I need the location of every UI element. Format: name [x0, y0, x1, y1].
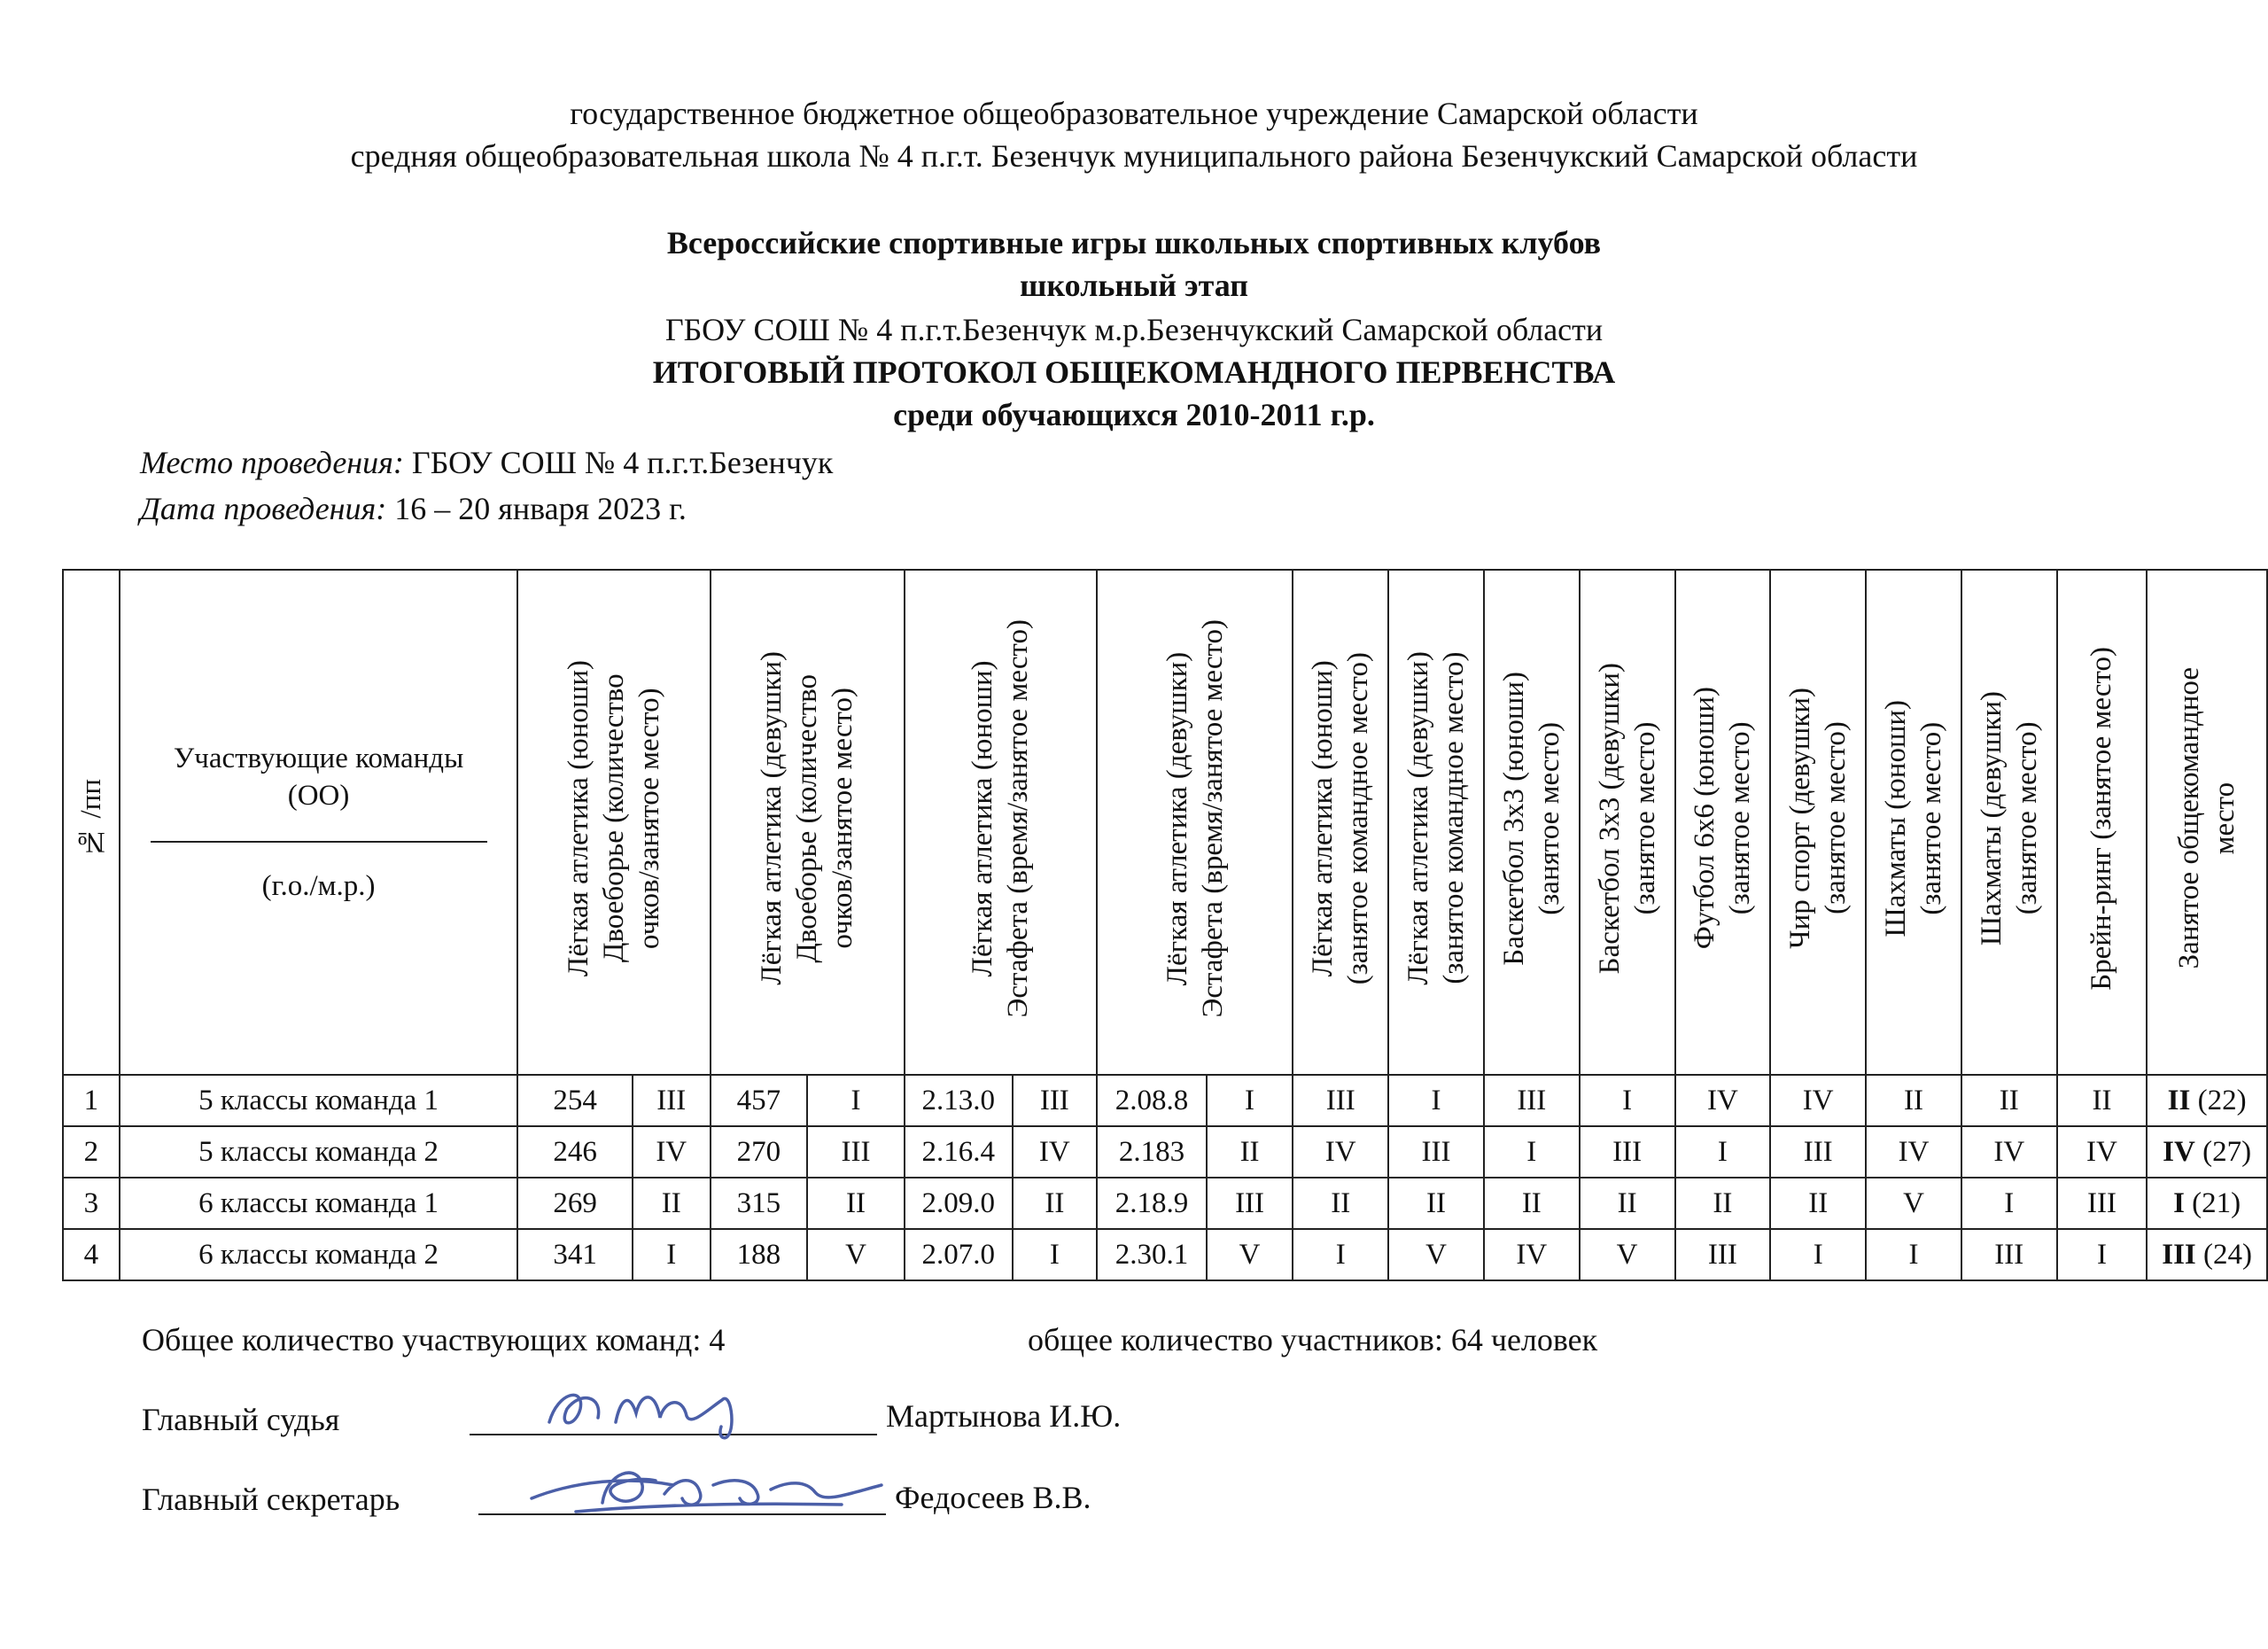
- col-team-header: [120, 570, 517, 1075]
- col-relay-girls-header: Лёгкая атлетика (девушки) Эстафета (время/занятое место): [1097, 570, 1293, 1075]
- overall-cell: [2147, 1178, 2267, 1229]
- cell: 2.07.0: [905, 1229, 1013, 1280]
- cell: 2.18.9: [1097, 1178, 1207, 1229]
- table-row: [63, 1229, 2267, 1280]
- col-basket-girls-header: Баскетбол 3х3 (девушки) (занятое место): [1580, 570, 1675, 1075]
- judge-label: Главный судья: [142, 1402, 340, 1437]
- col-cheer-girls-header: Чир спорт (девушки) (занятое место): [1770, 570, 1866, 1075]
- cell: IV: [1770, 1075, 1866, 1126]
- cell: I: [1388, 1075, 1484, 1126]
- cell: 254: [517, 1075, 633, 1126]
- org-line-2: средняя общеобразовательная школа № 4 п.г.т. Безенчук муниципального района Безенчукский Самарской области: [350, 138, 1918, 174]
- row-number: 2: [63, 1126, 120, 1178]
- cell: IV: [1675, 1075, 1771, 1126]
- overall-place: I: [2173, 1186, 2185, 1219]
- cell: II: [807, 1178, 905, 1229]
- cell: 188: [711, 1229, 808, 1280]
- cell: II: [1207, 1126, 1293, 1178]
- header-row: [63, 570, 2267, 1075]
- col-athl-boys-biathlon-header: Лёгкая атлетика (юноши) Двоеборье (количество очков/занятое место): [517, 570, 710, 1075]
- cell: V: [1388, 1229, 1484, 1280]
- cell: IV: [1293, 1126, 1388, 1178]
- org-name: ГБОУ СОШ № 4 п.г.т.Безенчук м.р.Безенчукский Самарской области: [664, 312, 1604, 347]
- cell: IV: [1484, 1229, 1580, 1280]
- cell: 270: [711, 1126, 808, 1178]
- cell: I: [633, 1229, 711, 1280]
- cell: III: [1207, 1178, 1293, 1229]
- cell: V: [1207, 1229, 1293, 1280]
- cell: II: [1866, 1075, 1961, 1126]
- cell: 2.183: [1097, 1126, 1207, 1178]
- cell: 269: [517, 1178, 633, 1229]
- cell: III: [2057, 1178, 2148, 1229]
- col-athl-girls-biathlon-header: Лёгкая атлетика (девушки) Двоеборье (количество очков/занятое место): [711, 570, 905, 1075]
- cell: 457: [711, 1075, 808, 1126]
- table-row: [63, 1126, 2267, 1178]
- cell: I: [2057, 1229, 2148, 1280]
- cell: II: [1484, 1178, 1580, 1229]
- venue-value: ГБОУ СОШ № 4 п.г.т.Безенчук: [403, 445, 834, 480]
- cell: III: [633, 1075, 711, 1126]
- cell: I: [1866, 1229, 1961, 1280]
- overall-score: (27): [2194, 1135, 2252, 1168]
- cell: III: [1293, 1075, 1388, 1126]
- cell: I: [1207, 1075, 1293, 1126]
- cell: I: [807, 1075, 905, 1126]
- cell: III: [1013, 1075, 1098, 1126]
- cell: 2.30.1: [1097, 1229, 1207, 1280]
- venue-label: Место проведения:: [140, 445, 404, 480]
- overall-score: (21): [2184, 1186, 2241, 1219]
- row-number: 3: [63, 1178, 120, 1229]
- secretary-name: Федосеев В.В.: [895, 1480, 1091, 1515]
- overall-cell: [2147, 1075, 2267, 1126]
- cell: III: [1675, 1229, 1771, 1280]
- date-value: 16 – 20 января 2023 г.: [386, 491, 687, 526]
- team-header-top: Участвующие команды (ОО): [173, 743, 464, 812]
- cell: 2.08.8: [1097, 1075, 1207, 1126]
- cell: III: [1961, 1229, 2057, 1280]
- team-header-divider: [151, 841, 487, 843]
- participants-count: общее количество участников: 64 человек: [1028, 1322, 1598, 1357]
- cell: II: [1675, 1178, 1771, 1229]
- overall-cell: [2147, 1126, 2267, 1178]
- org-line-1: государственное бюджетное общеобразовательное учреждение Самарской области: [570, 96, 1698, 131]
- col-brain-ring-header: Брейн-ринг (занятое место): [2057, 570, 2148, 1075]
- overall-score: (24): [2195, 1238, 2252, 1271]
- cell: II: [1293, 1178, 1388, 1229]
- col-chess-boys-header: Шахматы (юноши) (занятое место): [1866, 570, 1961, 1075]
- cell: IV: [1961, 1126, 2057, 1178]
- team-header-bottom: (г.о./м.р.): [261, 870, 376, 902]
- col-num-header: № /пп: [63, 570, 120, 1075]
- row-number: 1: [63, 1075, 120, 1126]
- col-athl-girls-team-header: Лёгкая атлетика (девушки) (занятое командное место): [1388, 570, 1484, 1075]
- judge-name: Мартынова И.Ю.: [886, 1398, 1122, 1434]
- row-number: 4: [63, 1229, 120, 1280]
- cell: I: [1484, 1126, 1580, 1178]
- cell: V: [1866, 1178, 1961, 1229]
- secretary-signature: [523, 1450, 895, 1529]
- cell: III: [1580, 1126, 1675, 1178]
- col-football-boys-header: Футбол 6х6 (юноши) (занятое место): [1675, 570, 1771, 1075]
- cell: IV: [1013, 1126, 1098, 1178]
- date-label: Дата проведения:: [140, 491, 387, 526]
- team-name: 6 классы команда 2: [120, 1229, 517, 1280]
- cell: III: [807, 1126, 905, 1178]
- overall-place: III: [2162, 1238, 2196, 1271]
- cell: 2.13.0: [905, 1075, 1013, 1126]
- cell: I: [1770, 1229, 1866, 1280]
- table-row: [63, 1075, 2267, 1126]
- cell: II: [1013, 1178, 1098, 1229]
- date-line: [140, 489, 687, 528]
- team-name: 5 классы команда 2: [120, 1126, 517, 1178]
- cell: IV: [1866, 1126, 1961, 1178]
- teams-count: Общее количество участвующих команд: 4: [142, 1322, 726, 1357]
- cell: 315: [711, 1178, 808, 1229]
- venue-line: [140, 443, 833, 482]
- cell: I: [1580, 1075, 1675, 1126]
- overall-score: (22): [2190, 1084, 2247, 1116]
- col-overall-header: Занятое общекомандное место: [2147, 570, 2267, 1075]
- cell: V: [807, 1229, 905, 1280]
- secretary-label: Главный секретарь: [142, 1482, 400, 1517]
- overall-cell: [2147, 1229, 2267, 1280]
- team-name: 6 классы команда 1: [120, 1178, 517, 1229]
- results-table: [62, 569, 2268, 1281]
- cell: 2.16.4: [905, 1126, 1013, 1178]
- doc-title-1: Всероссийские спортивные игры школьных спортивных клубов: [666, 225, 1602, 261]
- cell: IV: [633, 1126, 711, 1178]
- cell: II: [1580, 1178, 1675, 1229]
- overall-place: IV: [2163, 1135, 2195, 1168]
- cell: IV: [2057, 1126, 2148, 1178]
- cell: II: [633, 1178, 711, 1229]
- overall-place: II: [2167, 1084, 2191, 1116]
- col-basket-boys-header: Баскетбол 3х3 (юноши) (занятое место): [1484, 570, 1580, 1075]
- doc-title-3: ИТОГОВЫЙ ПРОТОКОЛ ОБЩЕКОМАНДНОГО ПЕРВЕНСТВА: [652, 354, 1616, 390]
- cell: I: [1961, 1178, 2057, 1229]
- col-chess-girls-header: Шахматы (девушки) (занятое место): [1961, 570, 2057, 1075]
- col-relay-boys-header: Лёгкая атлетика (юноши) Эстафета (время/занятое место): [905, 570, 1097, 1075]
- doc-title-4: среди обучающихся 2010-2011 г.р.: [893, 397, 1375, 432]
- judge-signature: [532, 1373, 797, 1444]
- cell: III: [1770, 1126, 1866, 1178]
- cell: 2.09.0: [905, 1178, 1013, 1229]
- team-name: 5 классы команда 1: [120, 1075, 517, 1126]
- cell: 341: [517, 1229, 633, 1280]
- cell: II: [1770, 1178, 1866, 1229]
- col-athl-boys-team-header: Лёгкая атлетика (юноши) (занятое командное место): [1293, 570, 1388, 1075]
- cell: V: [1580, 1229, 1675, 1280]
- table-row: [63, 1178, 2267, 1229]
- cell: 246: [517, 1126, 633, 1178]
- cell: II: [1388, 1178, 1484, 1229]
- cell: II: [1961, 1075, 2057, 1126]
- doc-title-2: школьный этап: [1020, 268, 1248, 303]
- cell: III: [1388, 1126, 1484, 1178]
- cell: III: [1484, 1075, 1580, 1126]
- cell: I: [1293, 1229, 1388, 1280]
- cell: I: [1675, 1126, 1771, 1178]
- cell: I: [1013, 1229, 1098, 1280]
- cell: II: [2057, 1075, 2148, 1126]
